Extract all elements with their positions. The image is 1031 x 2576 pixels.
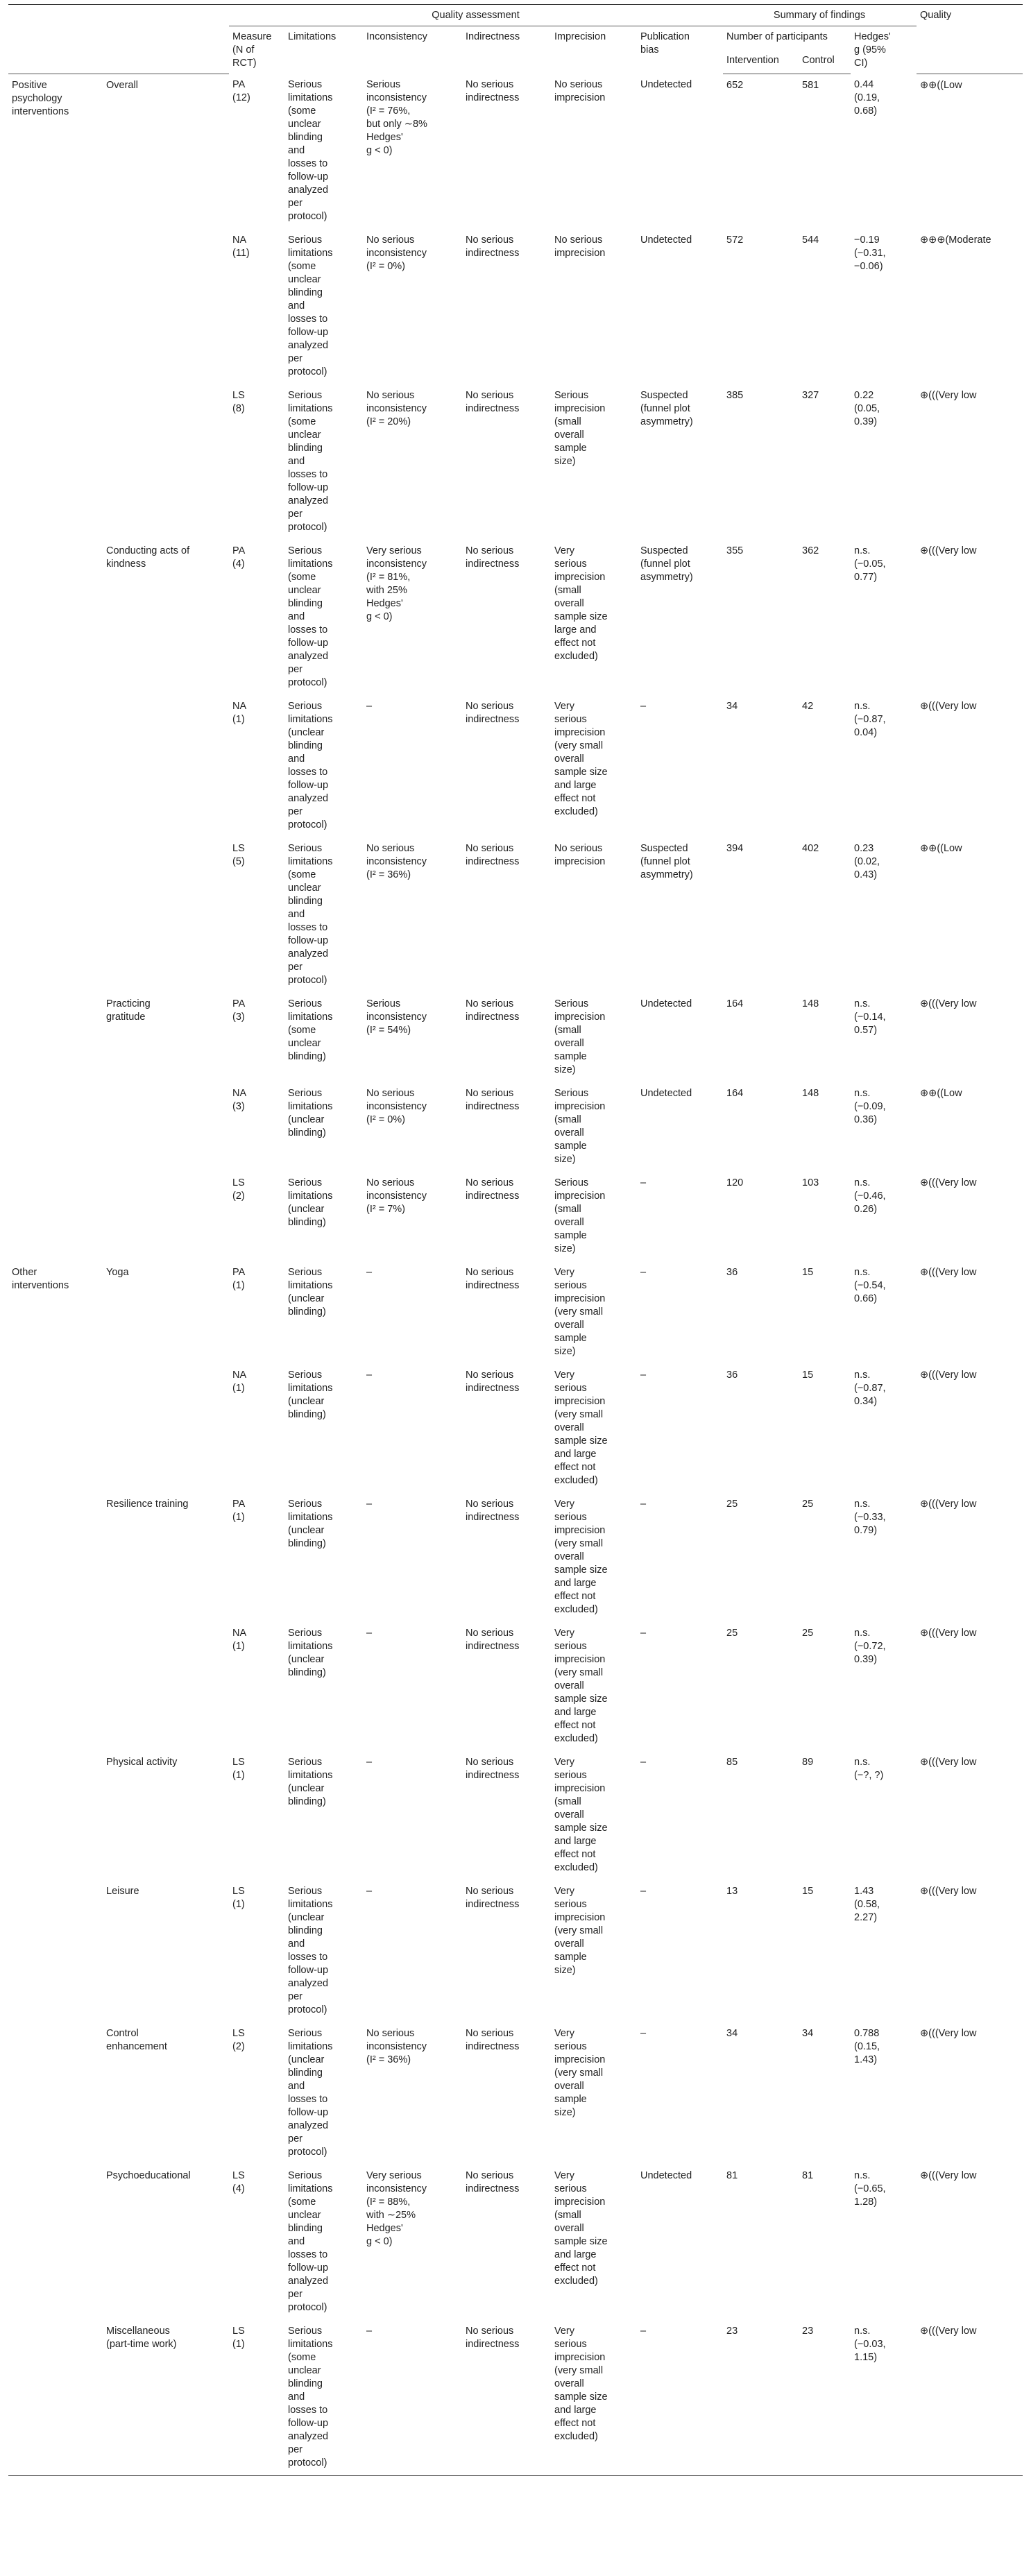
cell-indirectness: No serious indirectness: [466, 1499, 520, 1523]
cell-intervention: [103, 1172, 229, 1261]
cell-inconsistency: –: [366, 1370, 373, 1381]
header-summary-of-findings: Summary of findings: [723, 5, 917, 26]
table-row: [8, 1082, 1023, 1172]
cell-publication-bias: Suspected (funnel plot asymmetry): [640, 545, 693, 583]
header-empty-cell: [103, 50, 229, 74]
cell-intervention: Psychoeducational: [106, 2170, 191, 2181]
cell-imprecision: Serious imprecision (small overall sample size): [554, 998, 606, 1075]
cell-quality: ⊕(((Very low: [920, 390, 977, 401]
cell-indirectness: No serious indirectness: [466, 701, 520, 725]
cell-quality: ⊕(((Very low: [920, 1628, 977, 1639]
header-empty-cell: [8, 5, 103, 26]
table-row: [8, 1751, 1023, 1880]
header-publication-bias: Publication bias: [640, 31, 690, 56]
cell-measure: LS (5): [232, 843, 245, 867]
cell-measure: PA (12): [232, 79, 250, 103]
cell-category: [8, 1751, 103, 1880]
cell-category: Positive psychology interventions: [12, 79, 69, 117]
cell-measure: LS (4): [232, 2170, 245, 2194]
cell-quality: ⊕⊕((Low: [920, 1088, 962, 1099]
cell-quality: ⊕(((Very low: [920, 1499, 977, 1510]
cell-hedges-g: 0.44 (0.19, 0.68): [854, 79, 880, 117]
cell-quality: ⊕(((Very low: [917, 2320, 1023, 2476]
cell-control-n: 15: [802, 1267, 814, 1278]
cell-indirectness: No serious indirectness: [466, 1177, 520, 1202]
cell-control-n: 148: [802, 998, 819, 1009]
cell-intervention-n: 394: [726, 843, 744, 854]
cell-imprecision: No serious imprecision: [554, 843, 606, 867]
header-number-of-participants: Number of participants: [726, 31, 828, 42]
cell-imprecision: Very serious imprecision (very small overall sample size and large effect not excluded): [554, 1499, 608, 1615]
cell-quality: ⊕(((Very low: [920, 2170, 977, 2181]
cell-hedges-g: n.s. (−0.03, 1.15): [851, 2320, 917, 2476]
cell-quality: ⊕(((Very low: [920, 701, 977, 712]
cell-quality: ⊕(((Very low: [920, 998, 977, 1009]
cell-measure: LS (1): [232, 1757, 245, 1781]
grade-evidence-table-container: [8, 4, 1023, 2476]
cell-intervention-n: 85: [726, 1757, 738, 1768]
cell-inconsistency: No serious inconsistency (I² = 0%): [366, 234, 427, 272]
cell-limitations: Serious limitations (some unclear blinding and losses to follow-up analyzed per protocol): [284, 2320, 363, 2476]
table-row: [8, 1364, 1023, 1493]
cell-hedges-g: n.s. (−0.54, 0.66): [854, 1267, 886, 1304]
cell-inconsistency: Very serious inconsistency (I² = 88%, with ∼25% Hedges' g < 0): [366, 2170, 427, 2247]
cell-imprecision: Serious imprecision (small overall sample size): [554, 390, 606, 467]
cell-indirectness: No serious indirectness: [462, 2320, 551, 2476]
cell-inconsistency: Very serious inconsistency (I² = 81%, with 25% Hedges' g < 0): [366, 545, 427, 622]
cell-intervention-n: 34: [726, 2028, 738, 2039]
cell-measure: PA (3): [232, 998, 246, 1023]
cell-intervention: Yoga: [106, 1267, 129, 1278]
cell-hedges-g: n.s. (−0.65, 1.28): [854, 2170, 886, 2208]
cell-intervention: Practicing gratitude: [106, 998, 151, 1023]
table-row: [8, 695, 1023, 837]
cell-control-n: 25: [802, 1499, 814, 1510]
cell-category: Other interventions: [12, 1267, 69, 1291]
cell-quality: ⊕(((Very low: [920, 1370, 977, 1381]
cell-measure: LS (8): [232, 390, 245, 414]
header-empty-cell: [917, 50, 1023, 74]
cell-limitations: Serious limitations (unclear blinding): [288, 1757, 333, 1807]
table-row: [8, 2320, 1023, 2476]
cell-indirectness: No serious indirectness: [466, 234, 520, 259]
cell-publication-bias: Suspected (funnel plot asymmetry): [640, 390, 693, 427]
table-row: [8, 1493, 1023, 1622]
cell-imprecision: Very serious imprecision (very small overall sample size and large effect not excluded): [554, 1628, 608, 1744]
cell-category: [8, 2320, 103, 2476]
cell-intervention-n: 164: [726, 998, 744, 1009]
cell-hedges-g: n.s. (−0.87, 0.34): [854, 1370, 886, 1407]
cell-control-n: 103: [802, 1177, 819, 1188]
cell-publication-bias: –: [640, 1757, 647, 1768]
table-row: [8, 993, 1023, 1082]
cell-hedges-g: n.s. (−0.46, 0.26): [854, 1177, 886, 1215]
cell-quality: ⊕⊕((Low: [920, 79, 962, 91]
cell-intervention-n: 25: [726, 1499, 738, 1510]
cell-imprecision: Very serious imprecision (very small overall sample size and large effect not excluded): [551, 2320, 637, 2476]
cell-measure: NA (11): [232, 234, 250, 259]
cell-inconsistency: –: [366, 1267, 373, 1278]
cell-intervention: [103, 837, 229, 993]
cell-intervention-n: 25: [726, 1628, 738, 1639]
header-intervention-n: Intervention: [723, 50, 799, 74]
cell-limitations: Serious limitations (unclear blinding and losses to follow-up analyzed per protocol): [288, 1886, 333, 2015]
cell-hedges-g: 1.43 (0.58, 2.27): [854, 1886, 880, 1923]
table-row: [8, 540, 1023, 695]
table-header: [8, 5, 1023, 74]
cell-imprecision: Very serious imprecision (small overall sample size large and effect not excluded): [554, 545, 608, 662]
cell-inconsistency: No serious inconsistency (I² = 20%): [366, 390, 427, 427]
header-empty-cell: [917, 26, 1023, 50]
table-row: [8, 384, 1023, 540]
cell-control-n: 15: [802, 1886, 814, 1897]
cell-intervention: Control enhancement: [106, 2028, 167, 2052]
cell-hedges-g: n.s. (−0.14, 0.57): [854, 998, 886, 1036]
cell-control-n: 81: [802, 2170, 814, 2181]
cell-intervention: [103, 384, 229, 540]
header-control-n: Control: [799, 50, 851, 74]
cell-intervention-n: 34: [726, 701, 738, 712]
cell-quality: ⊕(((Very low: [920, 1757, 977, 1768]
cell-control-n: 23: [799, 2320, 851, 2476]
cell-category: [8, 837, 103, 993]
cell-control-n: 89: [802, 1757, 814, 1768]
cell-intervention-n: 355: [726, 545, 744, 556]
cell-publication-bias: –: [640, 1370, 647, 1381]
cell-imprecision: Very serious imprecision (very small overall sample size): [554, 1886, 606, 1976]
header-empty-cell: [103, 5, 229, 26]
header-quality-assessment: Quality assessment: [229, 5, 723, 26]
cell-intervention: Conducting acts of kindness: [106, 545, 190, 570]
header-measure: Measure (N of RCT): [232, 31, 272, 69]
cell-intervention-n: 13: [726, 1886, 738, 1897]
cell-intervention: [103, 1364, 229, 1493]
cell-inconsistency: –: [366, 1757, 373, 1768]
cell-quality: ⊕⊕((Low: [920, 843, 962, 854]
cell-inconsistency: No serious inconsistency (I² = 36%): [366, 2028, 427, 2065]
cell-intervention-n: 36: [726, 1370, 738, 1381]
cell-inconsistency: No serious inconsistency (I² = 7%): [366, 1177, 427, 1215]
cell-hedges-g: 0.23 (0.02, 0.43): [854, 843, 880, 880]
cell-publication-bias: –: [640, 2028, 647, 2039]
cell-inconsistency: –: [363, 2320, 462, 2476]
cell-imprecision: Very serious imprecision (very small overall sample size): [554, 1267, 606, 1357]
cell-intervention-n: 23: [723, 2320, 799, 2476]
cell-control-n: 327: [802, 390, 819, 401]
cell-measure: NA (1): [232, 701, 247, 725]
cell-imprecision: No serious imprecision: [554, 79, 606, 103]
cell-measure: LS (1): [229, 2320, 284, 2476]
cell-intervention: [103, 1082, 229, 1172]
grade-evidence-table: [8, 4, 1023, 2476]
cell-measure: NA (1): [232, 1370, 247, 1394]
cell-inconsistency: Serious inconsistency (I² = 54%): [366, 998, 427, 1036]
cell-measure: PA (1): [232, 1499, 246, 1523]
cell-quality: ⊕(((Very low: [920, 2028, 977, 2039]
cell-quality: ⊕⊕⊕(Moderate: [920, 234, 991, 246]
cell-imprecision: Very serious imprecision (very small overall sample size and large effect not excluded): [554, 1370, 608, 1486]
cell-imprecision: No serious imprecision: [554, 234, 606, 259]
cell-control-n: 544: [802, 234, 819, 246]
table-row: [8, 229, 1023, 384]
cell-limitations: Serious limitations (some unclear blinding and losses to follow-up analyzed per protocol): [288, 234, 333, 377]
cell-control-n: 42: [802, 701, 814, 712]
cell-limitations: Serious limitations (unclear blinding): [288, 1499, 333, 1549]
header-empty-cell: [8, 26, 103, 50]
table-body: [8, 74, 1023, 2476]
cell-inconsistency: Serious inconsistency (I² = 76%, but only ∼8% Hedges' g < 0): [366, 79, 427, 156]
cell-imprecision: Very serious imprecision (very small overall sample size and large effect not excluded): [554, 701, 608, 817]
cell-intervention: [103, 695, 229, 837]
cell-publication-bias: –: [640, 701, 647, 712]
cell-intervention: Resilience training: [106, 1499, 189, 1510]
cell-category: [8, 2022, 103, 2165]
cell-measure: NA (3): [232, 1088, 247, 1112]
header-limitations: Limitations: [288, 31, 336, 42]
cell-intervention: [103, 1622, 229, 1751]
cell-control-n: 362: [802, 545, 819, 556]
cell-category: [8, 229, 103, 384]
cell-hedges-g: n.s. (−0.05, 0.77): [854, 545, 886, 583]
cell-limitations: Serious limitations (some unclear blinding and losses to follow-up analyzed per protocol): [288, 2170, 333, 2313]
cell-control-n: 581: [802, 79, 819, 91]
cell-indirectness: No serious indirectness: [466, 79, 520, 103]
cell-hedges-g: n.s. (−0.87, 0.04): [854, 701, 886, 738]
cell-publication-bias: –: [640, 1499, 647, 1510]
table-row: [8, 2165, 1023, 2320]
cell-category: [8, 1493, 103, 1622]
header-indirectness: Indirectness: [466, 31, 520, 42]
cell-limitations: Serious limitations (unclear blinding): [288, 1088, 333, 1138]
table-row: [8, 1172, 1023, 1261]
header-row-groups: [8, 5, 1023, 26]
cell-control-n: 402: [802, 843, 819, 854]
cell-imprecision: Very serious imprecision (very small overall sample size): [554, 2028, 606, 2118]
cell-measure: NA (1): [232, 1628, 247, 1652]
cell-indirectness: No serious indirectness: [466, 1757, 520, 1781]
cell-inconsistency: –: [366, 1886, 373, 1897]
cell-hedges-g: −0.19 (−0.31, −0.06): [854, 234, 886, 272]
cell-hedges-g: n.s. (−0.72, 0.39): [854, 1628, 886, 1665]
header-empty-cell: [8, 50, 103, 74]
cell-hedges-g: n.s. (−?, ?): [854, 1757, 884, 1781]
cell-category: [8, 384, 103, 540]
cell-measure: PA (1): [232, 1267, 246, 1291]
cell-limitations: Serious limitations (some unclear blinding and losses to follow-up analyzed per protocol): [288, 390, 333, 533]
cell-limitations: Serious limitations (unclear blinding): [288, 1370, 333, 1420]
cell-control-n: 34: [802, 2028, 814, 2039]
cell-intervention-n: 120: [726, 1177, 744, 1188]
cell-quality: ⊕(((Very low: [920, 1177, 977, 1188]
cell-publication-bias: Undetected: [640, 79, 692, 90]
cell-limitations: Serious limitations (unclear blinding and losses to follow-up analyzed per protocol): [288, 701, 333, 830]
header-row-columns: [8, 26, 1023, 50]
cell-category: [8, 2165, 103, 2320]
cell-control-n: 148: [802, 1088, 819, 1099]
cell-measure: PA (4): [232, 545, 246, 570]
cell-indirectness: No serious indirectness: [466, 1628, 520, 1652]
cell-control-n: 15: [802, 1370, 814, 1381]
cell-limitations: Serious limitations (unclear blinding): [288, 1267, 333, 1317]
cell-indirectness: No serious indirectness: [466, 2028, 520, 2052]
cell-inconsistency: –: [366, 1628, 373, 1639]
cell-hedges-g: 0.788 (0.15, 1.43): [854, 2028, 880, 2065]
cell-measure: LS (2): [232, 1177, 245, 1202]
header-hedges-g: Hedges' g (95% CI): [854, 31, 891, 69]
cell-publication-bias: Undetected: [640, 1088, 692, 1099]
cell-publication-bias: –: [637, 2320, 723, 2476]
cell-hedges-g: n.s. (−0.09, 0.36): [854, 1088, 886, 1125]
cell-category: [8, 1082, 103, 1172]
cell-category: [8, 1172, 103, 1261]
cell-limitations: Serious limitations (some unclear blinding and losses to follow-up analyzed per protocol): [288, 843, 333, 986]
cell-intervention: Overall: [106, 79, 138, 91]
cell-category: [8, 993, 103, 1082]
cell-intervention-n: 81: [726, 2170, 738, 2181]
cell-category: [8, 540, 103, 695]
table-row: [8, 74, 1023, 229]
cell-publication-bias: –: [640, 1267, 647, 1278]
cell-indirectness: No serious indirectness: [466, 2170, 520, 2194]
cell-intervention-n: 652: [726, 79, 744, 91]
header-inconsistency: Inconsistency: [366, 31, 427, 42]
cell-quality: ⊕(((Very low: [920, 1886, 977, 1897]
cell-control-n: 25: [802, 1628, 814, 1639]
cell-category: [8, 1880, 103, 2022]
cell-indirectness: No serious indirectness: [466, 1886, 520, 1910]
cell-publication-bias: –: [640, 1177, 647, 1188]
cell-publication-bias: –: [640, 1628, 647, 1639]
cell-inconsistency: No serious inconsistency (I² = 0%): [366, 1088, 427, 1125]
cell-limitations: Serious limitations (unclear blinding): [288, 1628, 333, 1678]
cell-intervention-n: 385: [726, 390, 744, 401]
cell-inconsistency: No serious inconsistency (I² = 36%): [366, 843, 427, 880]
cell-inconsistency: –: [366, 701, 373, 712]
table-row: [8, 2022, 1023, 2165]
cell-publication-bias: Undetected: [640, 234, 692, 246]
cell-quality: ⊕(((Very low: [920, 1267, 977, 1278]
cell-intervention-n: 164: [726, 1088, 744, 1099]
cell-quality: ⊕(((Very low: [920, 545, 977, 556]
cell-limitations: Serious limitations (some unclear blinding and losses to follow-up analyzed per protocol): [288, 545, 333, 688]
cell-intervention-n: 572: [726, 234, 744, 246]
table-row: [8, 1622, 1023, 1751]
cell-imprecision: Very serious imprecision (small overall sample size and large effect not excluded): [554, 2170, 608, 2287]
header-empty-cell: [103, 26, 229, 50]
cell-intervention: Physical activity: [106, 1757, 178, 1768]
cell-intervention: Leisure: [106, 1886, 139, 1897]
cell-limitations: Serious limitations (unclear blinding and losses to follow-up analyzed per protocol): [288, 2028, 333, 2158]
cell-hedges-g: 0.22 (0.05, 0.39): [854, 390, 880, 427]
cell-limitations: Serious limitations (some unclear blinding): [288, 998, 333, 1062]
cell-publication-bias: –: [640, 1886, 647, 1897]
cell-imprecision: Very serious imprecision (small overall sample size and large effect not excluded): [554, 1757, 608, 1873]
table-row: [8, 1261, 1023, 1364]
cell-indirectness: No serious indirectness: [466, 1267, 520, 1291]
cell-limitations: Serious limitations (unclear blinding): [288, 1177, 333, 1228]
cell-intervention: Miscellaneous (part-time work): [103, 2320, 229, 2476]
cell-publication-bias: Undetected: [640, 998, 692, 1009]
cell-limitations: Serious limitations (some unclear blinding and losses to follow-up analyzed per protocol): [288, 79, 333, 222]
cell-measure: LS (1): [232, 1886, 245, 1910]
cell-inconsistency: –: [366, 1499, 373, 1510]
cell-publication-bias: Undetected: [640, 2170, 692, 2181]
cell-imprecision: Serious imprecision (small overall sample size): [554, 1177, 606, 1254]
cell-indirectness: No serious indirectness: [466, 1370, 520, 1394]
cell-imprecision: Serious imprecision (small overall sample size): [554, 1088, 606, 1165]
cell-indirectness: No serious indirectness: [466, 843, 520, 867]
header-imprecision: Imprecision: [554, 31, 606, 42]
table-row: [8, 837, 1023, 993]
cell-measure: LS (2): [232, 2028, 245, 2052]
table-row: [8, 1880, 1023, 2022]
cell-intervention-n: 36: [726, 1267, 738, 1278]
cell-indirectness: No serious indirectness: [466, 390, 520, 414]
cell-hedges-g: n.s. (−0.33, 0.79): [854, 1499, 886, 1536]
cell-indirectness: No serious indirectness: [466, 1088, 520, 1112]
cell-category: [8, 695, 103, 837]
cell-indirectness: No serious indirectness: [466, 545, 520, 570]
header-quality: Quality: [917, 5, 1023, 26]
cell-indirectness: No serious indirectness: [466, 998, 520, 1023]
cell-publication-bias: Suspected (funnel plot asymmetry): [640, 843, 693, 880]
cell-category: [8, 1364, 103, 1493]
cell-category: [8, 1622, 103, 1751]
cell-intervention: [103, 229, 229, 384]
